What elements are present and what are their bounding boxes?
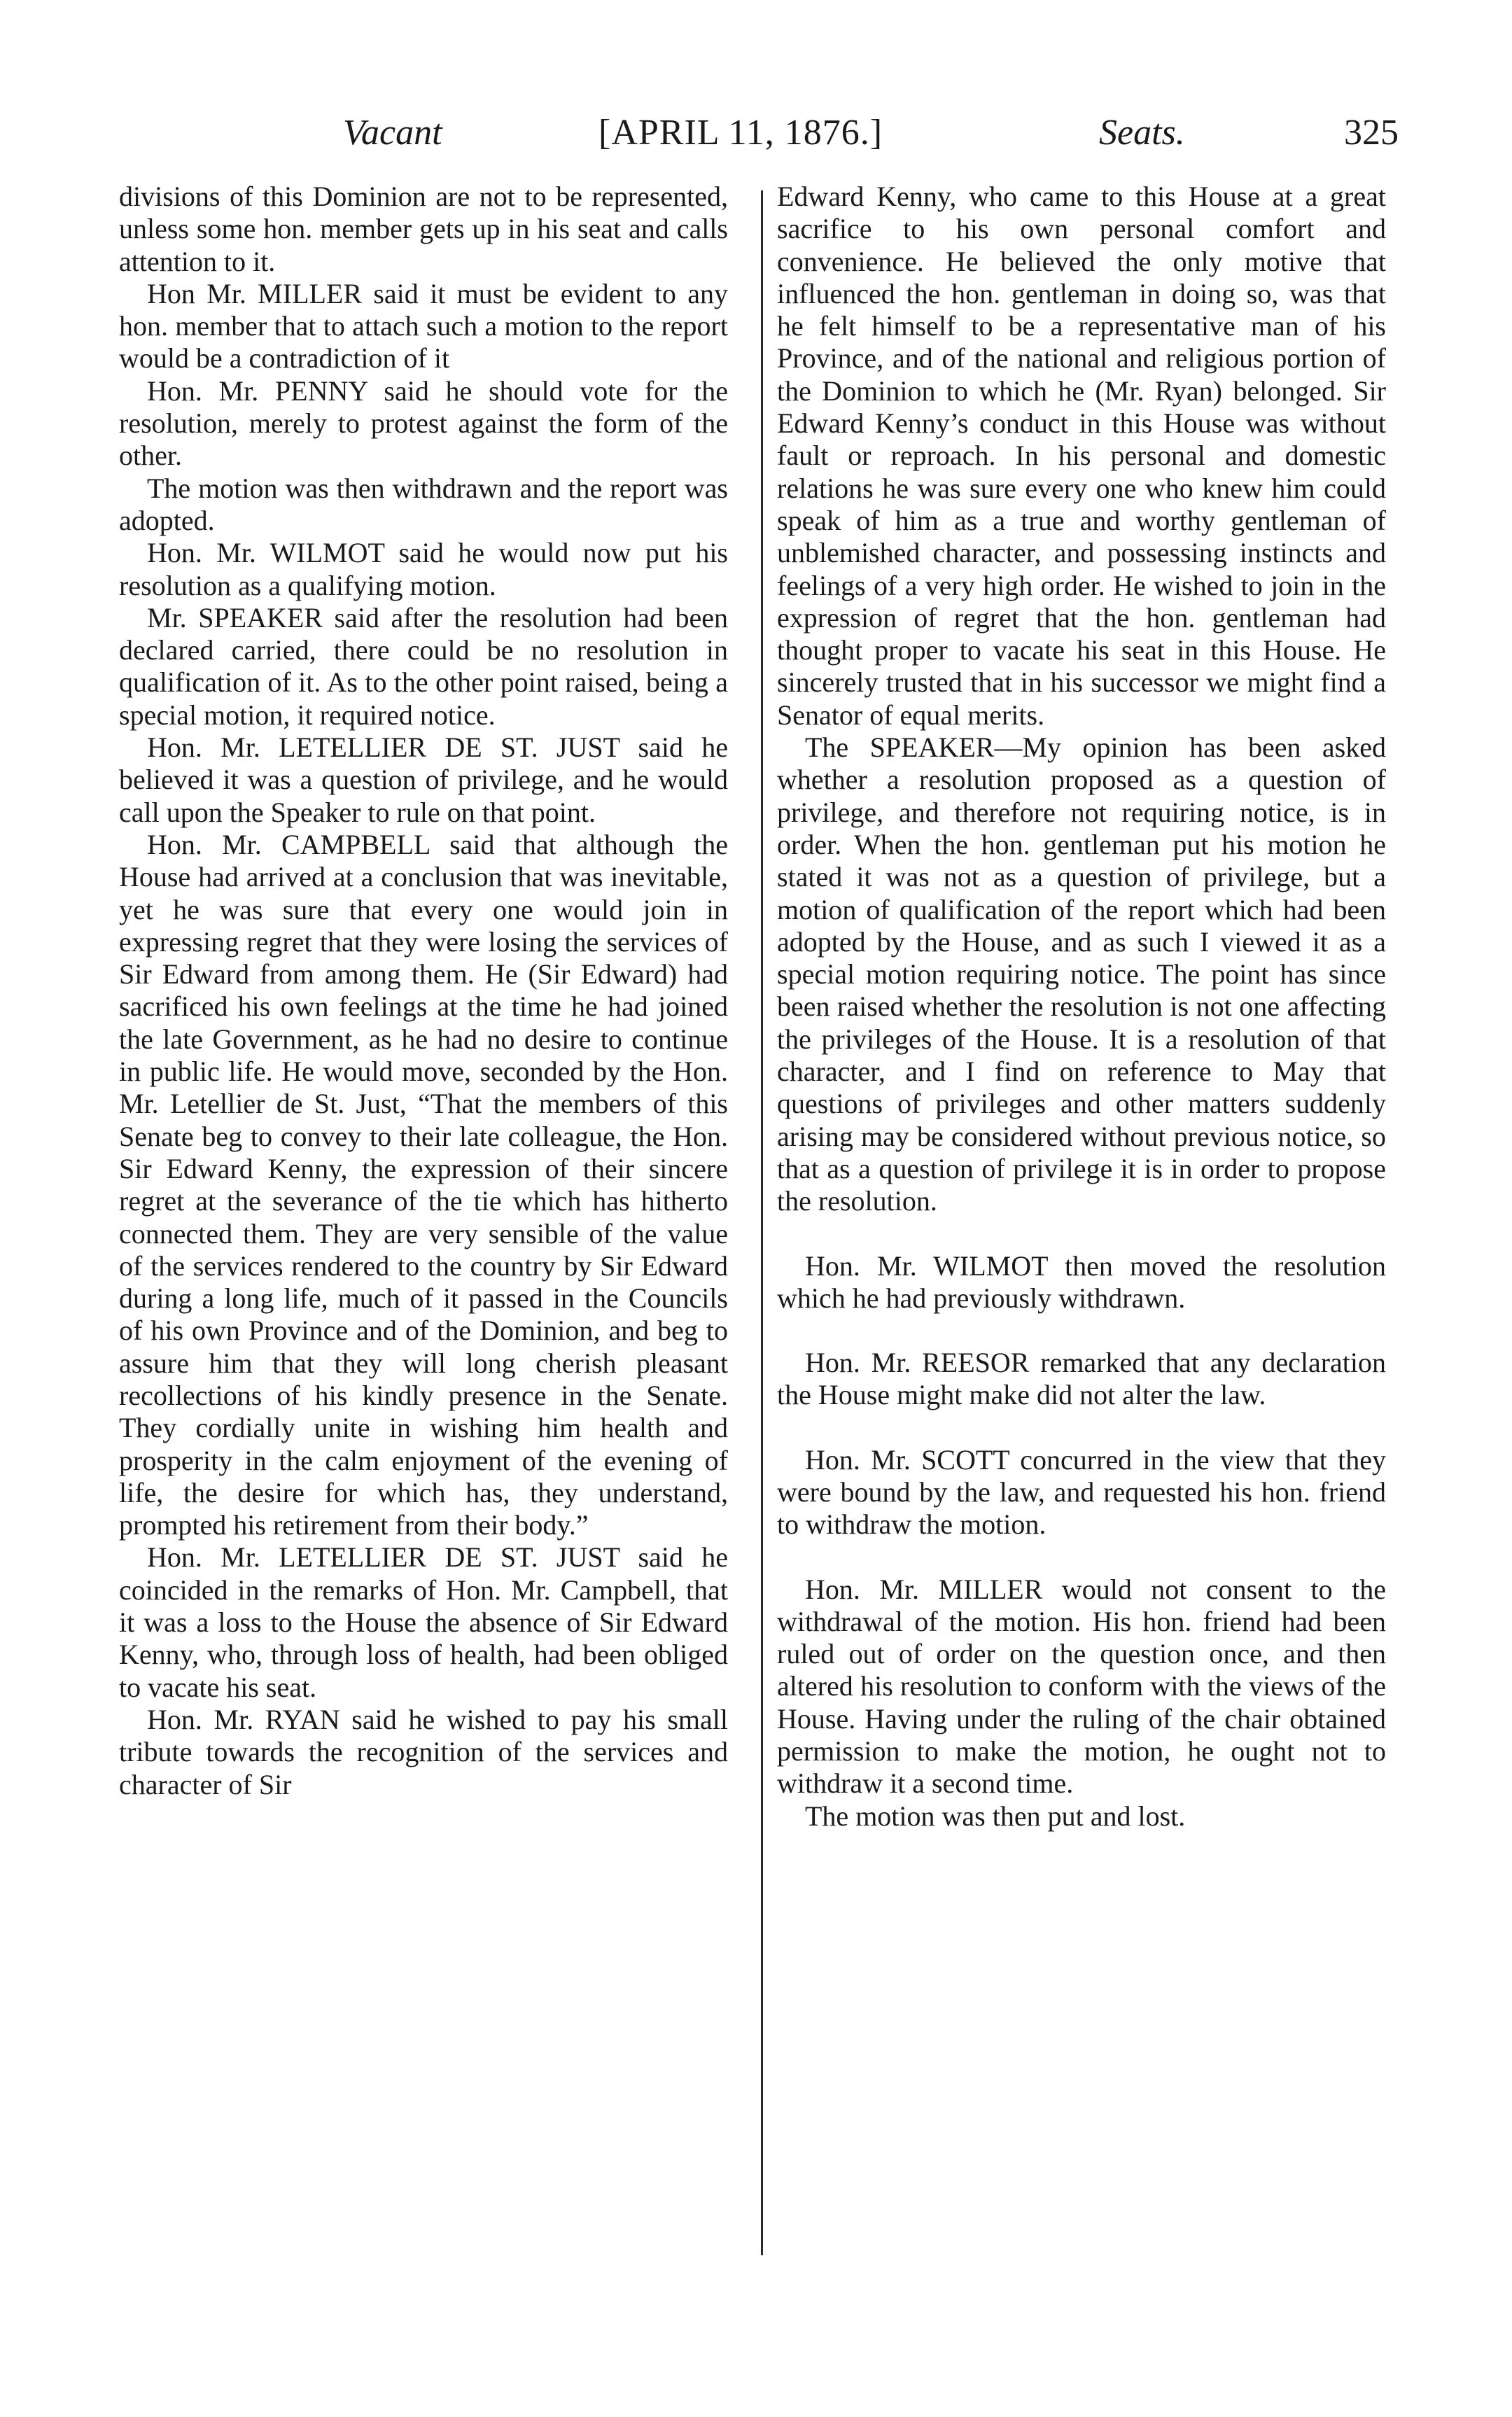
paragraph: Hon. Mr. RYAN said he wished to pay his small tribute towards the recognition of the services and character of Sir <box>119 1703 728 1800</box>
page-number: 325 <box>1344 113 1399 153</box>
header-left: Vacant <box>343 113 442 153</box>
paragraph: Hon. Mr. WILMOT said he would now put his resolution as a qualifying motion. <box>119 537 728 601</box>
paragraph: Mr. SPEAKER said after the resolution had been declared carried, there could be no resolution in qualification of it. As to the other point raised, being a special motion, it required notice. <box>119 601 728 731</box>
paragraph: Hon. Mr. PENNY said he should vote for the resolution, merely to protest against the form of the other. <box>119 374 728 472</box>
paragraph: The motion was then withdrawn and the report was adopted. <box>119 472 728 536</box>
paragraph: Edward Kenny, who came to this House at a great sacrifice to his own personal comfort and convenience. He believed the only motive that influenced the hon. gentleman in doing so, was that he felt himself to be a representative man of his Province, and of the national and religious portion of the Dominion to which he (Mr. Ryan) belonged. Sir Edward Kenny’s conduct in this House was without fault or reproach. In his personal and domestic relations he was sure every one who knew him could speak of him as a true and worthy gentleman of unblemished character, and possessing instincts and feelings of a very high order. He wished to join in the expression of regret that the hon. gentleman had thought proper to vacate his seat in this House. He sincerely trusted that in his successor we might find a Senator of equal merits. <box>777 181 1386 731</box>
paragraph: Hon. Mr. MILLER would not consent to the withdrawal of the motion. His hon. friend had been ruled out of order on the question once, and then altered his resolution to conform with the views of the House. Having under the ruling of the chair obtained permission to make the motion, he ought not to withdraw it a second time. <box>777 1573 1386 1800</box>
paragraph: divisions of this Dominion are not to be represented, unless some hon. member gets up in his seat and calls attention to it. <box>119 181 728 277</box>
running-header <box>329 112 1421 175</box>
paragraph: Hon Mr. MILLER said it must be evident to any hon. member that to attach such a motion to the report would be a contradiction of it <box>119 277 728 374</box>
header-date: [APRIL 11, 1876.] <box>598 113 883 153</box>
paragraph: Hon. Mr. LETELLIER DE ST. JUST said he believed it was a question of privilege, and he would call upon the Speaker to rule on that point. <box>119 731 728 828</box>
paragraph: Hon. Mr. REESOR remarked that any declaration the House might make did not alter the law. <box>777 1347 1386 1411</box>
paragraph: Hon. Mr. LETELLIER DE ST. JUST said he coincided in the remarks of Hon. Mr. Campbell, that it was a loss to the House the absence of Sir Edward Kenny, who, through loss of health, had been obliged to vacate his seat. <box>119 1541 728 1703</box>
paragraph: Hon. Mr. WILMOT then moved the resolution which he had previously withdrawn. <box>777 1249 1386 1314</box>
right-column <box>777 181 1386 1833</box>
left-column <box>119 181 728 1801</box>
paragraph: Hon. Mr. CAMPBELL said that although the House had arrived at a conclusion that was inevitable, yet he was sure that every one would join in expressing regret that they were losing the services of Sir Edward from among them. He (Sir Edward) had sacrificed his own feelings at the time he had joined the late Government, as he had no desire to continue in public life. He would move, seconded by the Hon. Mr. Letellier de St. Just, “That the members of this Senate beg to convey to their late colleague, the Hon. Sir Edward Kenny, the expression of their sincere regret at the severance of the tie which has hitherto connected them. They are very sensible of the value of the services rendered to the country by Sir Edward during a long life, much of it passed in the Councils of his own Province and of the Dominion, and beg to assure him that they will long cherish pleasant recollections of his kindly presence in the Senate. They cordially unite in wishing him health and prosperity in the calm enjoyment of the evening of life, the desire for which has, they understand, prompted his retirement from their body.” <box>119 828 728 1541</box>
paragraph: The SPEAKER—My opinion has been asked whether a resolution proposed as a question of privilege, and therefore not requiring notice, is in order. When the hon. gentleman put his motion he stated it was not as a question of privilege, but a motion of qualification of the report which had been adopted by the House, and as such I viewed it as a special motion requiring notice. The point has since been raised whether the resolution is not one affecting the privileges of the House. It is a resolution of that character, and I find on reference to May that questions of privileges and other matters suddenly arising may be considered without previous notice, so that as a question of privilege it is in order to propose the resolution. <box>777 731 1386 1217</box>
paragraph: The motion was then put and lost. <box>805 1800 1186 1832</box>
column-divider <box>761 190 763 2255</box>
header-right: Seats. <box>1099 113 1185 153</box>
paragraph: Hon. Mr. SCOTT concurred in the view that they were bound by the law, and requested his hon. friend to withdraw the motion. <box>777 1443 1386 1541</box>
